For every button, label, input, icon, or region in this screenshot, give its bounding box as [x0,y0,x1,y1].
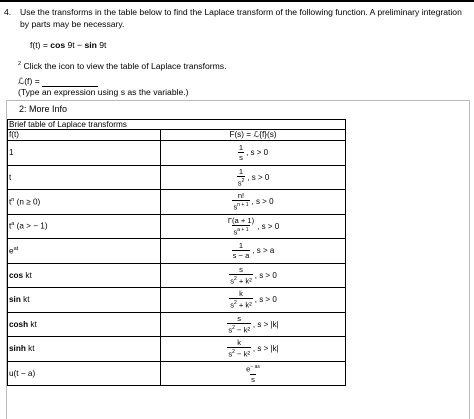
F-cell: $\frac{\Gamma(a + 1)}{s^{a + 1}}$ , s > 0 [161,214,346,239]
fraction: $\frac{\Gamma(a + 1)}{s^{a + 1}}$ [227,215,255,237]
table-row [8,214,346,239]
fraction: $\frac{1}{s^2}$ [237,166,245,188]
fraction: $\frac{s}{s^2 - k^2}$ [228,313,250,335]
table-row [8,337,346,362]
f-cell: sinh kt [8,337,161,362]
answer-input[interactable] [42,78,98,87]
top-border [0,0,474,2]
f-cell: cos kt [8,263,161,288]
header-F: F(s) = ℒ{f}(s) [161,130,346,141]
F-cell: $\frac{s}{s^2 + k^2}$ , s > 0 [161,263,346,288]
table-row [8,288,346,313]
table-row [8,141,346,166]
f-cell: t [8,165,161,190]
table-link-note[interactable] [18,61,226,71]
table-row [8,165,346,190]
answer-row [18,76,98,87]
table-title: Brief table of Laplace transforms [8,120,346,130]
F-cell: $\frac{k}{s^2 - k^2}$ , s > |k| [161,337,346,362]
fraction: $\frac{n!}{s^{n + 1}}$ [233,191,249,213]
F-cell: $\frac{n!}{s^{n + 1}}$ , s > 0 [161,190,346,215]
F-cell: $\frac{s}{s^2 - k^2}$ , s > |k| [161,312,346,337]
f-cell: u(t − a) [8,361,161,386]
laplace-table [7,119,346,386]
f-cell: $t^a$ (a > − 1) [8,214,161,239]
f-cell: 1 [8,141,161,166]
question-number: 4. [4,7,12,17]
answer-hint: (Type an expression using s as the variable.) [18,87,189,97]
function-definition: f(t) = cos 9t − sin 9t [30,40,107,50]
more-info-title: 2: More Info [19,104,68,114]
header-f: f(t) [8,130,161,141]
table-row [8,190,346,215]
footnote-number: 2 [18,61,22,68]
fraction: $\frac{k}{s^2 - k^2}$ [228,338,250,360]
question-text: Use the transforms in the table below to find the Laplace transform of the following function. A preliminary integration by parts may be necessary. [20,7,462,29]
F-cell: $\frac{1}{s}$ , s > 0 [161,141,346,166]
F-cell [161,361,346,386]
note-text: Click the icon to view the table of Laplace transforms. [21,61,227,71]
f-cell: $t^n$ (n ≥ 0) [8,190,161,215]
table-row [8,239,346,264]
table-row [8,312,346,337]
f-cell: $e^{at}$ [8,239,161,264]
F-cell: $\frac{1}{s^2}$ , s > 0 [161,165,346,190]
F-cell: $\frac{k}{s^2 + k^2}$ , s > 0 [161,288,346,313]
fraction: $\frac{e^{- as}}{s}$ [246,363,260,384]
table-row [8,361,346,386]
fraction: $\frac{s}{s^2 + k^2}$ [230,264,252,286]
fraction: $\frac{1}{s}$ [238,143,244,163]
F-cell: $\frac{1}{s - a}$ , s > a [161,239,346,264]
answer-label: ℒ(f) = [18,76,40,86]
f-cell: sin kt [8,288,161,313]
fraction: $\frac{1}{s - a}$ [232,241,250,261]
f-cell: cosh kt [8,312,161,337]
more-info-panel [6,100,470,419]
fraction: $\frac{k}{s^2 + k^2}$ [230,289,252,311]
table-row [8,263,346,288]
